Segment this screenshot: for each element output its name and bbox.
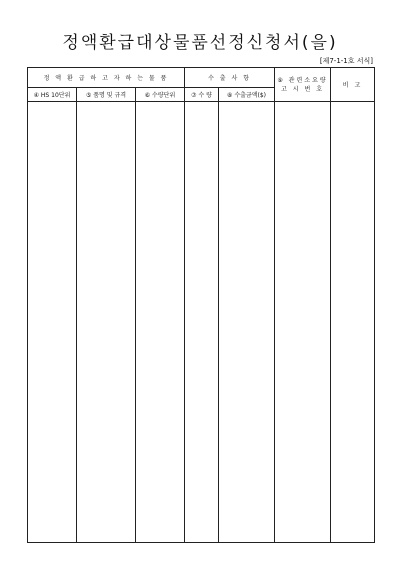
cell-quantity-unit[interactable] [136,102,185,543]
cell-item-spec[interactable] [77,102,136,543]
cell-export-amount[interactable] [219,102,275,543]
notice-label-line2: 고 시 번 호 [281,85,324,93]
column-header-item-spec: ⑤ 품명 및 규격 [77,88,136,102]
cell-notice-number[interactable] [275,102,331,543]
form-title: 정액환급대상물품선정신청서(을) [62,33,338,53]
table-body-row [28,102,375,543]
group-header-export: 수 출 사 항 [185,68,275,88]
cell-hs-code[interactable] [28,102,77,543]
header-row-group [28,68,375,88]
application-table [27,67,375,543]
column-header-notice [275,68,331,102]
notice-label-line1: ⑨ 관련소요량 [277,76,328,84]
column-header-remarks: 비 고 [331,68,375,102]
form-number: [제7-1-1호 서식] [319,57,373,65]
column-header-quantity: ⑦ 수 량 [185,88,219,102]
column-header-hs-code: ④ HS 10단위 [28,88,77,102]
cell-remarks[interactable] [331,102,375,543]
column-header-quantity-unit: ⑥ 수량단위 [136,88,185,102]
column-header-export-amount: ⑧ 수출금액($) [219,88,275,102]
cell-quantity[interactable] [185,102,219,543]
group-header-goods: 정 액 환 급 하 고 자 하 는 물 품 [28,68,185,88]
